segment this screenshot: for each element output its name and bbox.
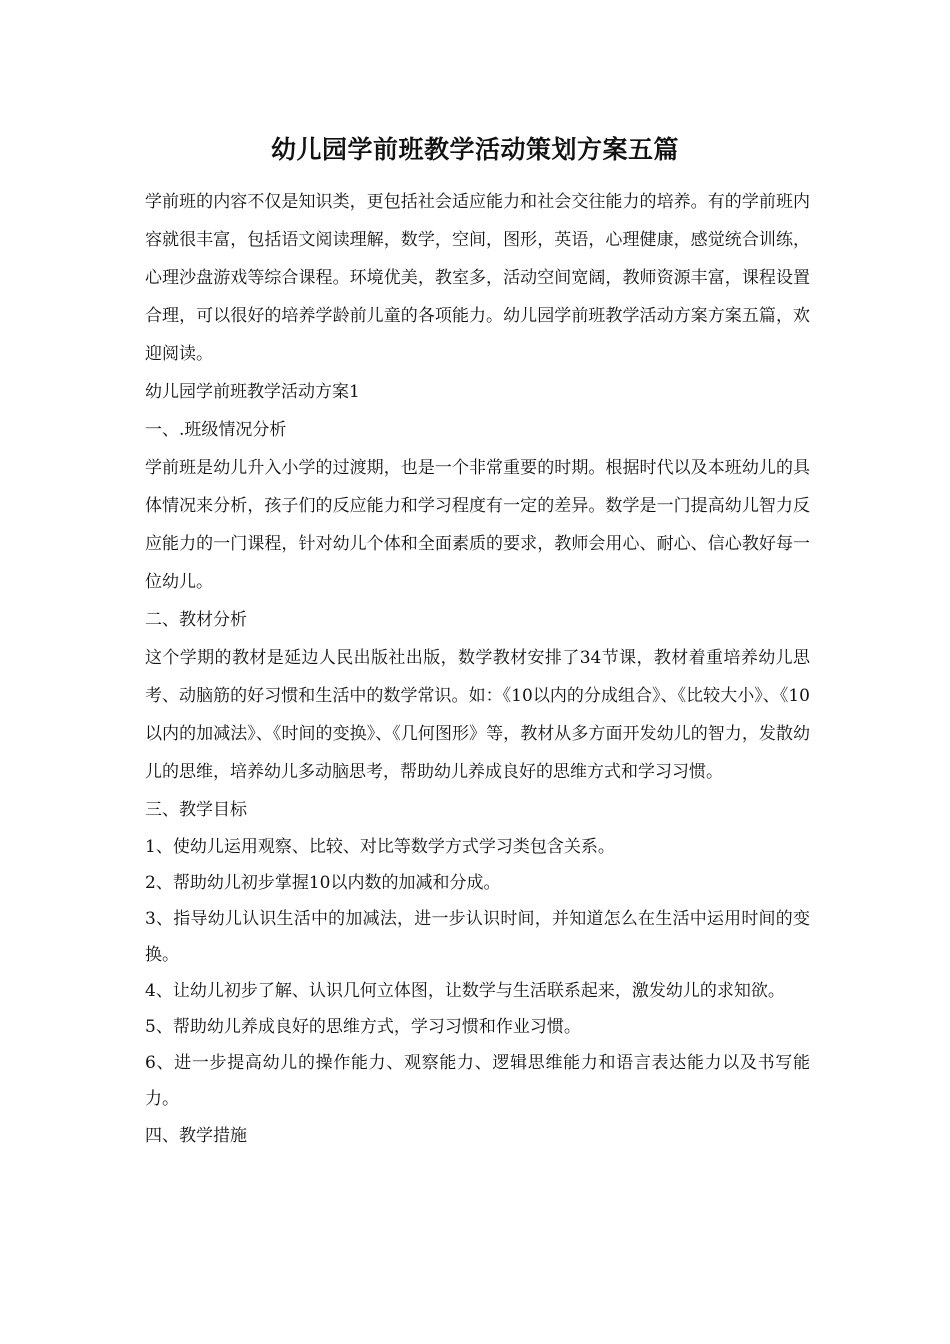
document-title: 幼儿园学前班教学活动策划方案五篇 (270, 135, 679, 164)
goal-item-3: 3、指导幼儿认识生活中的加减法，进一步认识时间，并知道怎么在生活中运用时间的变换。 (145, 909, 810, 965)
goal-item-1: 1、使幼儿运用观察、比较、对比等数学方式学习类包含关系。 (145, 837, 615, 857)
plan-title: 幼儿园学前班教学活动方案1 (145, 382, 360, 402)
goal-item-2: 2、帮助幼儿初步掌握10以内数的加减和分成。 (145, 873, 501, 893)
section-heading-measures: 四、教学措施 (145, 1126, 247, 1146)
intro-paragraph: 学前班的内容不仅是知识类，更包括社会适应能力和社会交往能力的培养。有的学前班内容就很丰富，包括语文阅读理解，数学，空间，图形，英语，心理健康，感觉统合训练，心理沙盘游戏等综合课程。环境优美，教室多，活动空间宽阔，教师资源丰富，课程设置合理，可以很好的培养学龄前儿童的各项能力。幼儿园学前班教学活动方案方案五篇，欢迎阅读。 (145, 192, 810, 364)
section-heading-materials: 二、教材分析 (145, 610, 247, 630)
goal-item-4: 4、让幼儿初步了解、认识几何立体图，让数学与生活联系起来，激发幼儿的求知欲。 (145, 981, 785, 1001)
document-body (145, 183, 810, 1155)
section-heading-goals: 三、教学目标 (145, 800, 247, 820)
goal-item-5: 5、帮助幼儿养成良好的思维方式，学习习惯和作业习惯。 (145, 1017, 581, 1037)
section-heading-class-analysis: 一、.班级情况分析 (145, 420, 287, 440)
goal-item-6: 6、进一步提高幼儿的操作能力、观察能力、逻辑思维能力和语言表达能力以及书写能力。 (145, 1053, 810, 1109)
class-analysis-paragraph: 学前班是幼儿升入小学的过渡期，也是一个非常重要的时期。根据时代以及本班幼儿的具体情况来分析，孩子们的反应能力和学习程度有一定的差异。数学是一门提高幼儿智力反应能力的一门课程，针对幼儿个体和全面素质的要求，教师会用心、耐心、信心教好每一位幼儿。 (145, 458, 810, 592)
materials-paragraph: 这个学期的教材是延边人民出版社出版，数学教材安排了34节课，教材着重培养幼儿思考、动脑筋的好习惯和生活中的数学常识。如：《10以内的分成组合》、《比较大小》、《10以内的加减法》、《时间的变换》、《几何图形》等，教材从多方面开发幼儿的智力，发散幼儿的思维，培养幼儿多动脑思考，帮助幼儿养成良好的思维方式和学习习惯。 (145, 648, 810, 782)
